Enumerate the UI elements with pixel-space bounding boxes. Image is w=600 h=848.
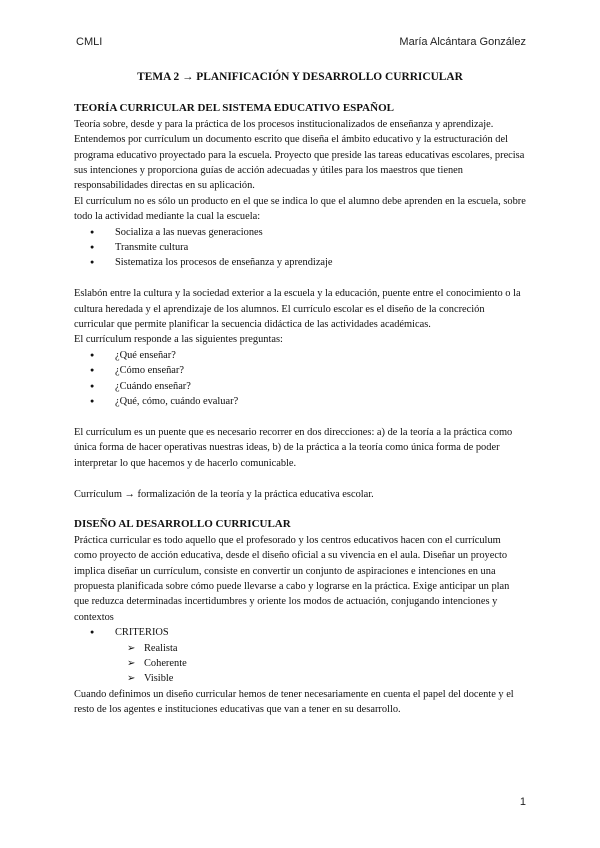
header-author: María Alcántara González: [399, 36, 526, 48]
list-item: ➢ Realista: [74, 641, 526, 656]
bullet-list: [74, 225, 526, 271]
paragraph: Cuando definimos un diseño curricular hemos de tener necesariamente en cuenta el papel del docente y el resto de los agentes e instituciones educativas que van a tener en su desarrollo.: [74, 688, 514, 716]
paragraph: Currículum → formalización de la teoría y la práctica educativa escolar.: [74, 488, 374, 500]
paragraph: Práctica curricular es todo aquello que el profesorado y los centros educativos hacen con el currículum como proyecto de acción educativa, desde el diseño oficial a su vivencia en el aula. Diseñar un proyecto implica diseñar un currículum, consiste en convertir un conjunto de aspiraciones e intenciones en una propuesta planificada sobre cómo puede llevarse a cabo y lograrse en la práctica. Exige anticipar un plan que reduzca determinadas incertidumbres y oriente los modos de actuación, conjugando intenciones y contextos: [74, 534, 510, 623]
page-number: 1: [519, 796, 526, 808]
paragraph: El currículum responde a las siguientes preguntas:: [74, 334, 283, 346]
list-item: ● ¿Qué, cómo, cuándo evaluar?: [74, 394, 526, 409]
paragraph: El currículum no es sólo un producto en el que se indica lo que el alumno debe aprenden en la escuela, sobre todo la actividad mediante la cual la escuela:: [74, 195, 526, 223]
section-heading-diseno: DISEÑO AL DESARROLLO CURRICULAR: [74, 518, 291, 531]
list-item: ● ¿Cómo enseñar?: [74, 363, 526, 378]
paragraph: Eslabón entre la cultura y la sociedad exterior a la escuela y la educación, puente entre el conocimiento o la cultura heredada y el aprendizaje de los alumnos. El currículo escolar es el diseño de la concreción curricular que permite planificar la secuencia didáctica de las actividades académicas.: [74, 288, 521, 331]
header-left-text: CMLI: [76, 36, 103, 48]
section-heading-teoria: TEORÍA CURRICULAR DEL SISTEMA EDUCATIVO ESPAÑOL: [74, 102, 394, 115]
page-title: TEMA 2 → PLANIFICACIÓN Y DESARROLLO CURRICULAR: [137, 71, 463, 83]
list-item: ● Transmite cultura: [74, 240, 526, 255]
list-item: ● Sistematiza los procesos de enseñanza y aprendizaje: [74, 255, 526, 270]
list-item: ● CRITERIOS: [74, 625, 526, 640]
list-item: ● ¿Cuándo enseñar?: [74, 379, 526, 394]
questions-list: [74, 348, 526, 410]
list-item: ➢ Coherente: [74, 656, 526, 671]
criteria-sublist: [74, 641, 526, 687]
list-item: ● Socializa a las nuevas generaciones: [74, 225, 526, 240]
list-item: ● ¿Qué enseñar?: [74, 348, 526, 363]
paragraph: El currículum es un puente que es necesario recorrer en dos direcciones: a) de la teoría a la práctica como única forma de hacer operativas nuestras ideas, b) de la práctica a la teoría como única forma de poder interpretar lo que hacemos y de hacerlo comunicable.: [74, 426, 513, 469]
document-body: [74, 70, 526, 718]
paragraph: Teoría sobre, desde y para la práctica de los procesos institucionalizados de enseñanza y aprendizaje. Entendemos por currículum un documento escrito que diseña el ámbito educativo y la estructuración del programa educativo proyectado para la escuela. Proyecto que preside las tareas educativas escolares, precisa sus intenciones y proporciona guías de acción adecuadas y útiles para los maestros que tienen responsabilidades directas en su aplicación.: [74, 118, 525, 192]
list-item: ➢ Visible: [74, 671, 526, 686]
criteria-list: [74, 625, 526, 640]
